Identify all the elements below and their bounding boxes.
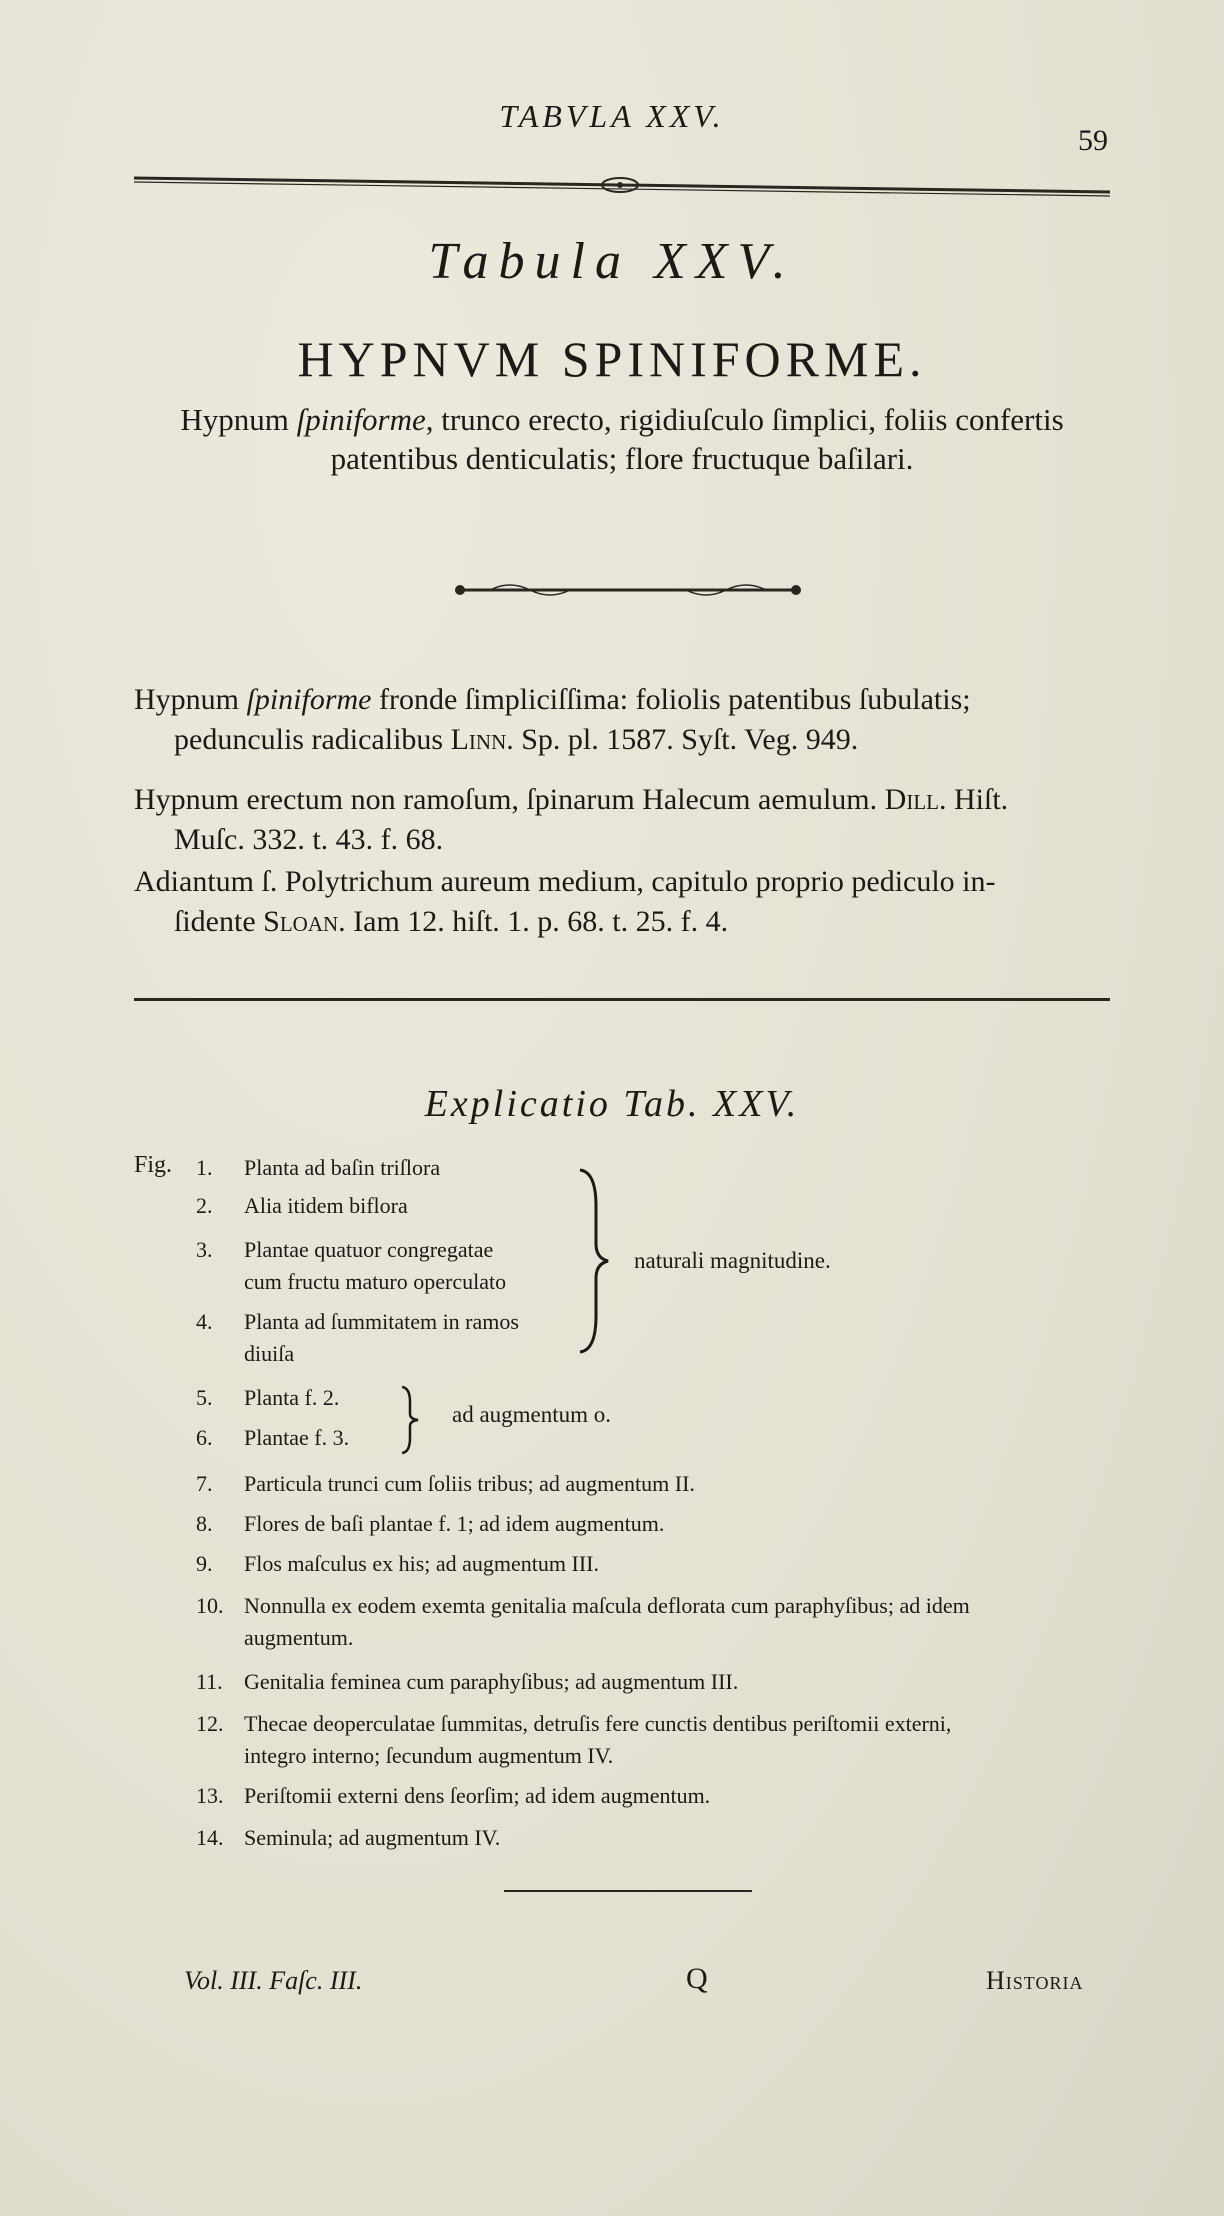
diagnosis-text: , trunco erecto, rigidiuſculo ſimplici, foliis confertis patentibus denticulatis; flore fructuque baſilari. (330, 402, 1064, 476)
figure-number: 10. (196, 1593, 224, 1618)
figure-item-9 (196, 1548, 599, 1580)
figure-item-3 (196, 1234, 506, 1298)
closing-rule (504, 1890, 752, 1892)
volume-line: Vol. III. Faſc. III. (184, 1966, 363, 1995)
figure-item-13 (196, 1780, 710, 1812)
figure-text: Nonnulla ex eodem exemta genitalia maſcula deflorata cum paraphyſibus; ad idem (244, 1593, 970, 1618)
figure-text: Planta f. 2. (244, 1385, 340, 1410)
group-b-legend: ad augmentum o. (452, 1402, 612, 1427)
synonym-sloane (134, 862, 1114, 942)
figure-text: Seminula; ad augmentum IV. (244, 1825, 501, 1850)
figure-item-2 (196, 1190, 408, 1222)
figure-number: 11. (196, 1669, 223, 1694)
figure-item-10 (196, 1590, 970, 1654)
figure-item-1 (196, 1152, 440, 1184)
figure-item-5 (196, 1382, 339, 1414)
figure-item-8 (196, 1508, 664, 1540)
figure-text: Flores de baſi plantae f. 1; ad idem augmentum. (244, 1511, 665, 1536)
figure-text-cont: diuiſa (244, 1341, 295, 1366)
synonym-author: Linn. (450, 723, 514, 756)
figure-text: Thecae deoperculatae ſummitas, detruſis fere cunctis dentibus periſtomii externi, (244, 1711, 952, 1736)
running-head: TABVLA XXV. (499, 98, 725, 134)
synonym-linnaeus (134, 680, 1114, 760)
figure-number: 7. (196, 1471, 213, 1496)
ornament-divider (450, 574, 806, 606)
diagnosis-genus: Hypnum (180, 402, 289, 437)
figure-item-4 (196, 1306, 519, 1370)
figure-text: Alia itidem biflora (244, 1193, 408, 1218)
species-title: HYPNVM SPINIFORME. (297, 331, 927, 387)
fig-label: Fig. (134, 1152, 173, 1178)
plate-title: Tabula XXV. (428, 233, 796, 290)
figure-number: 1. (196, 1155, 213, 1180)
page-number: 59 (1078, 124, 1108, 157)
synonym-reference-cont: Muſc. 332. t. 43. f. 68. (174, 823, 444, 856)
figure-number: 12. (196, 1711, 224, 1736)
figure-text: Planta ad ſummitatem in ramos (244, 1309, 519, 1334)
figure-number: 14. (196, 1825, 224, 1850)
figure-text: Planta ad baſin triſlora (244, 1155, 441, 1180)
figure-text: Particula trunci cum ſoliis tribus; ad augmentum II. (244, 1471, 695, 1496)
figure-item-6 (196, 1422, 349, 1454)
synonym-text: Adiantum ſ. Polytrichum aureum medium, capitulo proprio pediculo in- (134, 865, 996, 898)
figure-number: 3. (196, 1237, 213, 1262)
figure-text-cont: integro interno; ſecundum augmentum IV. (244, 1743, 614, 1768)
brace-group-b (398, 1384, 424, 1456)
synonym-epithet: ſpiniforme (246, 683, 372, 716)
synonym-text-cont: ſidente (174, 905, 264, 938)
figure-number: 2. (196, 1193, 213, 1218)
synonym-text-cont: pedunculis radicalibus (174, 723, 451, 756)
figure-item-12 (196, 1708, 951, 1772)
catchword: Historia (986, 1966, 1084, 1995)
figure-text: Flos maſculus ex his; ad augmentum III. (244, 1551, 599, 1576)
figure-number: 6. (196, 1425, 213, 1450)
explicatio-title: Explicatio Tab. XXV. (424, 1083, 800, 1125)
synonym-text: fronde ſimpliciſſima: foliolis patentibus ſubulatis; (371, 683, 971, 716)
synonym-dillenius (134, 780, 1114, 860)
species-diagnosis (134, 400, 1110, 478)
figure-item-7 (196, 1468, 695, 1500)
diagnosis-epithet: ſpiniforme (296, 402, 426, 437)
figure-number: 4. (196, 1309, 213, 1334)
synonym-reference: Iam 12. hiſt. 1. p. 68. t. 25. f. 4. (345, 905, 729, 938)
figure-text: Plantae quatuor congregatae (244, 1237, 494, 1262)
section-rule (134, 998, 1110, 1001)
figure-number: 5. (196, 1385, 213, 1410)
figure-number: 9. (196, 1551, 213, 1576)
figure-number: 8. (196, 1511, 213, 1536)
figure-item-14 (196, 1822, 500, 1854)
synonym-text: Hypnum erectum non ramoſum, ſpinarum Halecum aemulum. (134, 783, 885, 816)
figure-item-11 (196, 1666, 738, 1698)
synonym-genus: Hypnum (134, 683, 239, 716)
group-a-legend: naturali magnitudine. (634, 1248, 831, 1273)
figure-text-cont: cum fructu maturo operculato (244, 1269, 507, 1294)
synonym-author: Dill. (884, 783, 947, 816)
signature-mark: Q (686, 1962, 708, 1995)
double-rule-ornament (134, 168, 1110, 202)
synonym-reference: Sp. pl. 1587. Syſt. Veg. 949. (513, 723, 859, 756)
brace-group-a (574, 1166, 614, 1356)
synonym-author: Sloan. (263, 905, 346, 938)
figure-number: 13. (196, 1783, 224, 1808)
figure-text: Periſtomii externi dens ſeorſim; ad idem augmentum. (244, 1783, 711, 1808)
figure-text-cont: augmentum. (244, 1625, 354, 1650)
synonym-reference: Hiſt. (946, 783, 1009, 816)
figure-text: Plantae f. 3. (244, 1425, 350, 1450)
figure-text: Genitalia feminea cum paraphyſibus; ad augmentum III. (244, 1669, 739, 1694)
